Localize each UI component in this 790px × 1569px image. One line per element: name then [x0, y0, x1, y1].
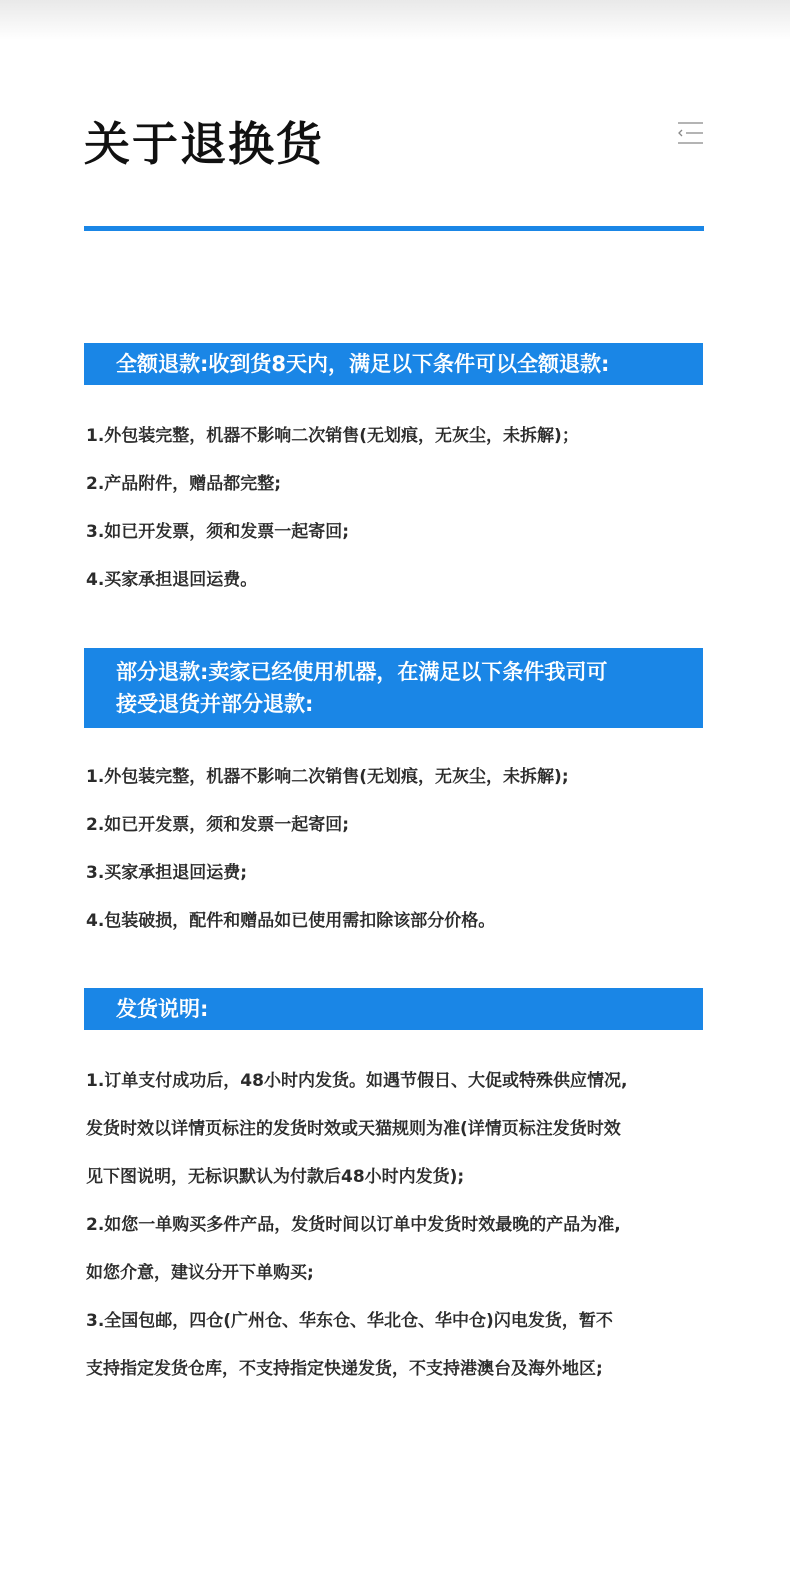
section-header-line: 部分退款:卖家已经使用机器，在满足以下条件我司可	[116, 660, 608, 684]
section-header-line: 接受退货并部分退款:	[116, 692, 314, 716]
list-item: 3.全国包邮，四仓(广州仓、华东仓、华北仓、华中仓)闪电发货，暂不	[86, 1311, 613, 1331]
list-item: 如您介意，建议分开下单购买;	[86, 1263, 314, 1283]
list-item: 1.外包装完整，机器不影响二次销售(无划痕，无灰尘，未拆解);	[86, 767, 569, 787]
list-item: 1.外包装完整，机器不影响二次销售(无划痕，无灰尘，未拆解)；	[86, 426, 579, 446]
list-item: 见下图说明，无标识默认为付款后48小时内发货);	[86, 1167, 465, 1187]
section-header-partial-refund	[84, 648, 703, 728]
section-header-shipping	[84, 988, 703, 1030]
list-item: 4.买家承担退回运费。	[86, 570, 258, 590]
title-divider	[84, 226, 704, 231]
list-item: 3.买家承担退回运费;	[86, 863, 248, 883]
top-shadow	[0, 0, 790, 40]
list-item: 发货时效以详情页标注的发货时效或天猫规则为准(详情页标注发货时效	[86, 1119, 621, 1139]
list-item: 2.产品附件，赠品都完整;	[86, 474, 282, 494]
list-item: 2.如已开发票，须和发票一起寄回;	[86, 815, 350, 835]
section-header-full-refund	[84, 343, 703, 385]
list-item: 支持指定发货仓库，不支持指定快递发货，不支持港澳台及海外地区;	[86, 1359, 603, 1379]
list-item: 3.如已开发票，须和发票一起寄回;	[86, 522, 350, 542]
section-header-line: 发货说明:	[116, 997, 209, 1021]
menu-collapse-icon[interactable]	[676, 120, 704, 146]
list-item: 1.订单支付成功后，48小时内发货。如遇节假日、大促或特殊供应情况,	[86, 1071, 628, 1091]
list-item: 4.包装破损，配件和赠品如已使用需扣除该部分价格。	[86, 911, 496, 931]
page-title: 关于退换货	[84, 117, 324, 171]
list-item: 2.如您一单购买多件产品，发货时间以订单中发货时效最晚的产品为准,	[86, 1215, 621, 1235]
section-header-line: 全额退款:收到货8天内，满足以下条件可以全额退款:	[116, 352, 610, 376]
